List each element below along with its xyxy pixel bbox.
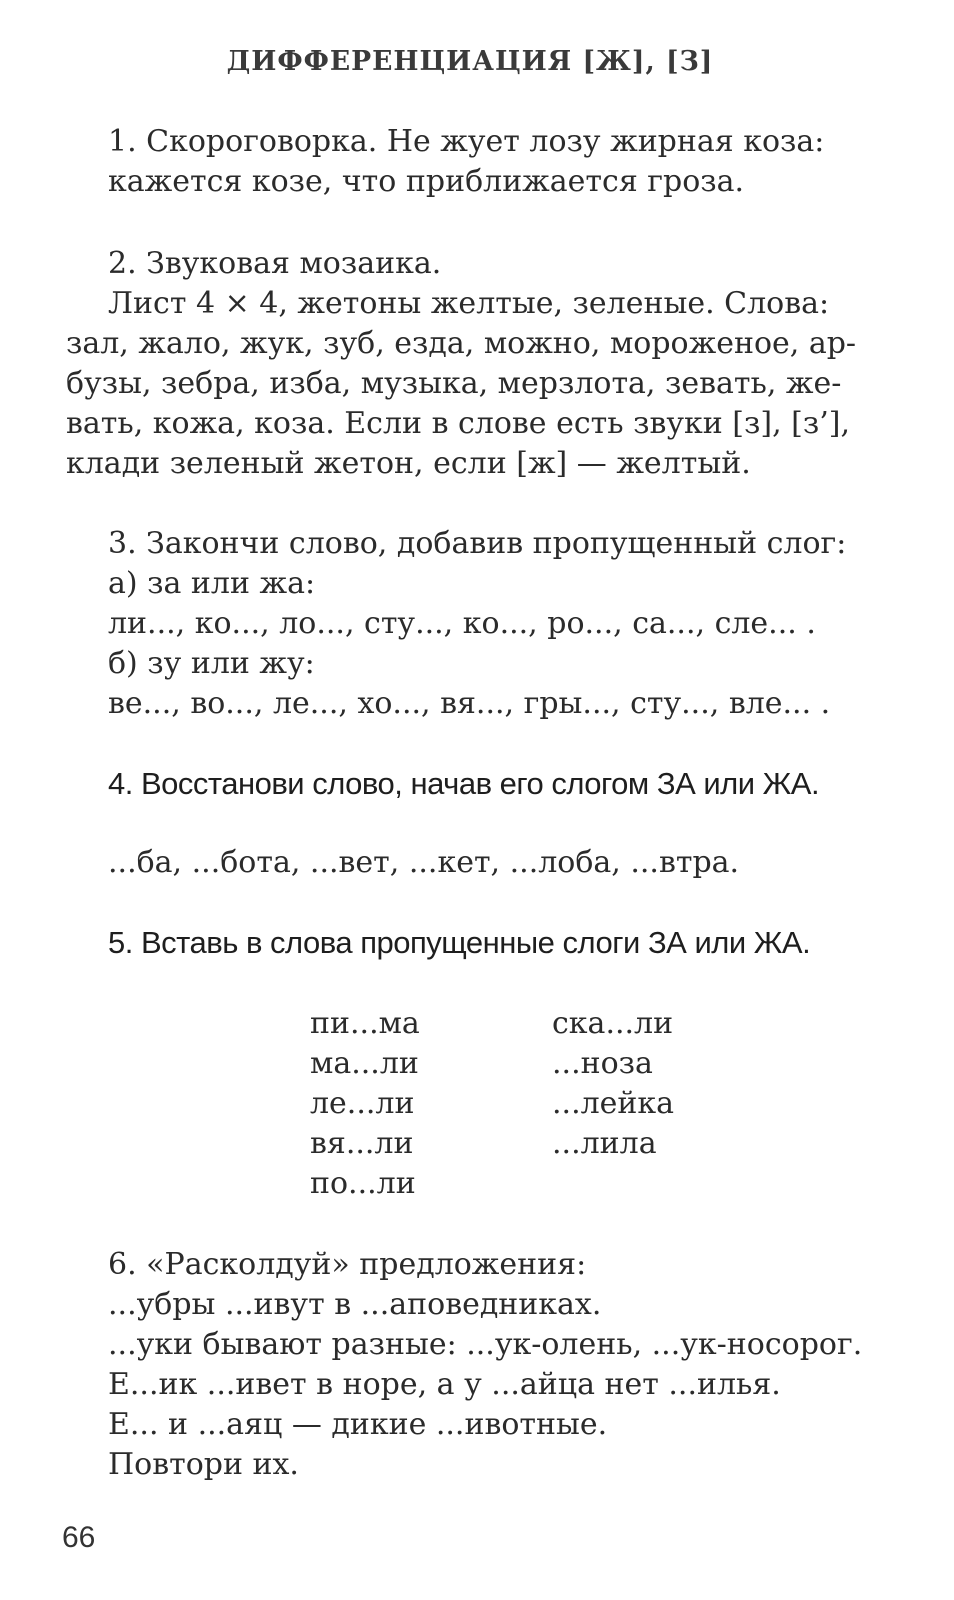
ex3-label-a: а) за или жа: bbox=[108, 566, 316, 601]
ex3-label-b: б) зу или жу: bbox=[108, 646, 315, 681]
ex1-line-2: кажется козе, что приближается гроза. bbox=[108, 164, 745, 199]
ex3-words-a: ли..., ко..., ло..., сту..., ко..., ро..., са..., сле... . bbox=[108, 606, 816, 641]
ex5-left-word: по...ли bbox=[310, 1166, 416, 1201]
ex6-line-5: Повтори их. bbox=[108, 1447, 299, 1482]
ex2-heading: 2. Звуковая мозаика. bbox=[108, 246, 442, 281]
ex2-line-4: вать, кожа, коза. Если в слове есть звуки [з], [з’], bbox=[66, 406, 850, 441]
page-title: ДИФФЕРЕНЦИАЦИЯ [Ж], [З] bbox=[226, 46, 714, 77]
ex5-left-word: пи...ма bbox=[310, 1006, 420, 1041]
ex4-heading: 4. Восстанови слово, начав его слогом ЗА или ЖА. bbox=[108, 766, 820, 801]
ex4-words: ...ба, ...бота, ...вет, ...кет, ...лоба, ...втра. bbox=[108, 845, 740, 880]
ex2-line-2: зал, жало, жук, зуб, езда, можно, мороженое, ар- bbox=[66, 326, 857, 361]
ex6-line-1: ...убры ...ивут в ...аповедниках. bbox=[108, 1287, 602, 1322]
ex6-heading: 6. «Расколдуй» предложения: bbox=[108, 1247, 587, 1282]
ex5-right-word: ...лила bbox=[552, 1126, 657, 1161]
ex5-heading: 5. Вставь в слова пропущенные слоги ЗА или ЖА. bbox=[108, 925, 811, 960]
ex6-line-2: ...уки бывают разные: ...ук-олень, ...ук-носорог. bbox=[108, 1327, 863, 1362]
page-number: 66 bbox=[62, 1521, 96, 1554]
ex5-right-word: ...ноза bbox=[552, 1046, 653, 1081]
ex6-line-3: Е...ик ...ивет в норе, а у ...айца нет ...илья. bbox=[108, 1367, 781, 1402]
ex1-line-1: 1. Скороговорка. Не жует лозу жирная коза: bbox=[108, 124, 825, 159]
ex2-line-3: бузы, зебра, изба, музыка, мерзлота, зевать, же- bbox=[66, 366, 842, 401]
ex5-left-word: ле...ли bbox=[310, 1086, 415, 1121]
ex5-left-word: вя...ли bbox=[310, 1126, 414, 1161]
ex3-heading: 3. Закончи слово, добавив пропущенный слог: bbox=[108, 526, 847, 561]
ex2-line-1: Лист 4 × 4, жетоны желтые, зеленые. Слова: bbox=[108, 286, 830, 321]
ex2-line-5: клади зеленый жетон, если [ж] — желтый. bbox=[66, 446, 751, 481]
ex5-left-word: ма...ли bbox=[310, 1046, 419, 1081]
ex6-line-4: Е... и ...аяц — дикие ...ивотные. bbox=[108, 1407, 608, 1442]
ex3-words-b: ве..., во..., ле..., хо..., вя..., гры..., сту..., вле... . bbox=[108, 686, 831, 721]
ex5-right-word: ска...ли bbox=[552, 1006, 674, 1041]
ex5-right-word: ...лейка bbox=[552, 1086, 675, 1121]
